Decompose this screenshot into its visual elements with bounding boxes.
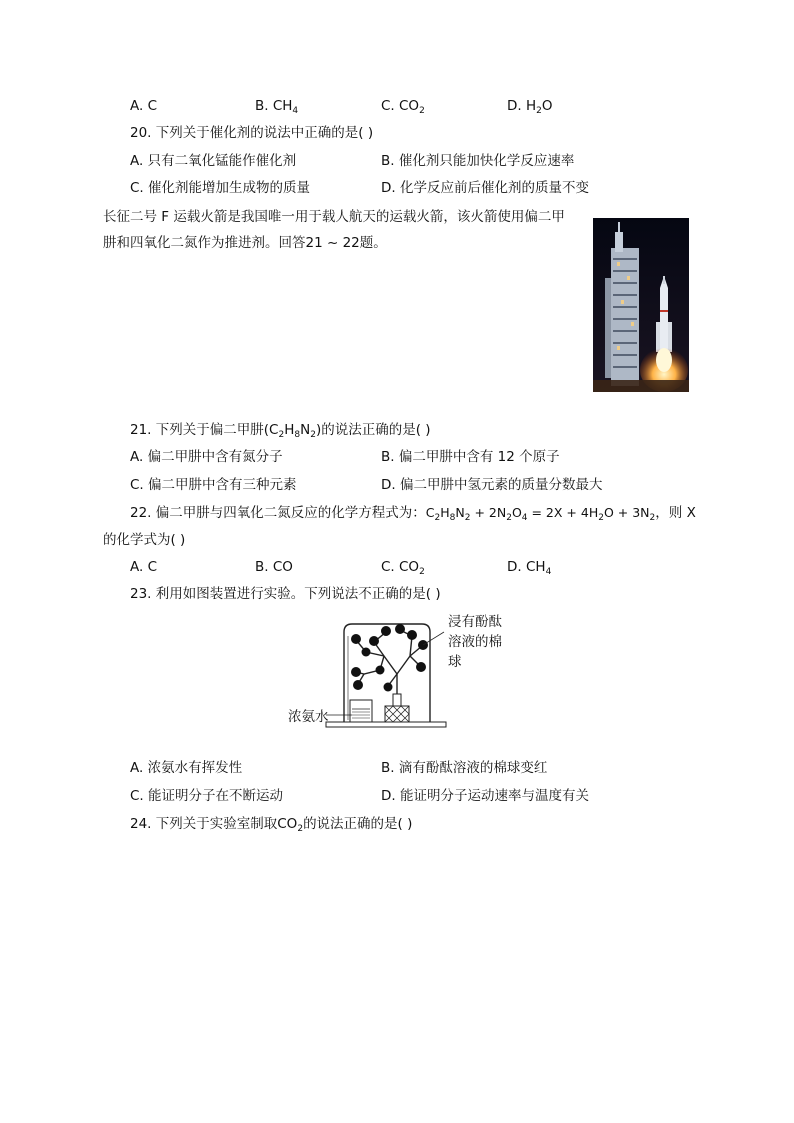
q21-stem-mid-1: H — [284, 422, 295, 438]
q24-stem — [130, 814, 412, 834]
q22-option-b-text: B. CO — [255, 559, 293, 575]
q22-option-a-text: A. C — [130, 559, 158, 575]
q21-stem-post: )的说法正确的是( ) — [315, 422, 431, 438]
q24-stem-post: 的说法正确的是( ) — [303, 816, 413, 832]
q21-stem — [130, 420, 431, 440]
q22-option-a — [130, 557, 157, 577]
intro-line-1: 长征二号 F 运载火箭是我国唯一用于载人航天的运载火箭，该火箭使用偏二甲 — [103, 209, 565, 225]
q19-option-d-sub: 2 — [536, 106, 542, 116]
q22-stem-pre: 22. 偏二甲肼与四氧化二氮反应的化学方程式为： — [130, 505, 426, 521]
q22-option-d-text: D. CH — [507, 559, 546, 575]
rocket-launch-image — [593, 218, 689, 392]
q22-stem-line-2: 的化学式为( ) — [103, 532, 186, 548]
label-cotton-ball — [448, 612, 502, 672]
q19-option-c-text: C. CO — [381, 98, 420, 114]
q19-option-a — [130, 96, 157, 116]
q24-stem-sub: 2 — [297, 824, 304, 834]
label-cotton-line-3: 球 — [448, 654, 462, 670]
q23-option-c: C. 能证明分子在不断运动 — [130, 788, 284, 804]
q20-stem: 20. 下列关于催化剂的说法中正确的是( ) — [130, 125, 374, 141]
q21-option-c: C. 偏二甲肼中含有三种元素 — [130, 477, 297, 493]
q23-option-b: B. 滴有酚酞溶液的棉球变红 — [381, 760, 548, 776]
q22-option-c — [381, 557, 425, 577]
q21-option-a: A. 偏二甲肼中含有氮分子 — [130, 449, 283, 465]
q19-option-b — [255, 96, 298, 116]
q24-stem-pre: 24. 下列关于实验室制取CO — [130, 816, 298, 832]
label-cotton-line-2: 溶液的棉 — [448, 634, 502, 650]
q19-option-b-text: B. CH — [255, 98, 293, 114]
intro-line-2: 肼和四氧化二氮作为推进剂。回答21 ~ 22题。 — [103, 235, 387, 251]
q21-stem-sub-1: 2 — [278, 430, 285, 440]
q19-option-d-tail: O — [541, 98, 553, 114]
q21-stem-mid-2: N — [300, 422, 311, 438]
q22-option-c-text: C. CO — [381, 559, 420, 575]
rocket-photo — [593, 218, 689, 392]
q20-option-c: C. 催化剂能增加生成物的质量 — [130, 180, 311, 196]
q22-equation: $C_2H_8N_2 + 2N_2O_4 = 2X + 4H_2O + 3N_2$ — [425, 505, 656, 523]
label-cotton-line-1: 浸有酚酞 — [448, 614, 502, 630]
q19-option-c — [381, 96, 425, 116]
q22-option-b — [255, 557, 293, 577]
q19-option-d-text: D. H — [507, 98, 537, 114]
q21-option-b: B. 偏二甲肼中含有 12 个原子 — [381, 449, 560, 465]
q23-option-a: A. 浓氨水有挥发性 — [130, 760, 243, 776]
q21-stem-pre: 21. 下列关于偏二甲肼(C — [130, 422, 279, 438]
q21-stem-sub-2: 8 — [294, 430, 301, 440]
q21-stem-sub-3: 2 — [310, 430, 316, 440]
q22-option-d — [507, 557, 551, 577]
q19-option-b-sub: 4 — [292, 106, 299, 116]
q22-option-d-sub: 4 — [545, 567, 552, 577]
q20-option-b: B. 催化剂只能加快化学反应速率 — [381, 153, 575, 169]
q22-option-c-sub: 2 — [419, 567, 425, 577]
q21-option-d: D. 偏二甲肼中氢元素的质量分数最大 — [381, 477, 603, 493]
q22-stem-tail: ，则 X — [655, 505, 696, 521]
q19-option-c-sub: 2 — [419, 106, 425, 116]
q19-option-d — [507, 96, 553, 116]
q19-option-a-text: A. C — [130, 98, 158, 114]
q20-option-a: A. 只有二氧化锰能作催化剂 — [130, 153, 297, 169]
q23-stem: 23. 利用如图装置进行实验。下列说法不正确的是( ) — [130, 586, 441, 602]
q23-option-d: D. 能证明分子运动速率与温度有关 — [381, 788, 589, 804]
label-ammonia: 浓氨水 — [288, 709, 329, 725]
q22-stem — [130, 503, 696, 523]
q20-option-d: D. 化学反应前后催化剂的质量不变 — [381, 180, 589, 196]
experiment-diagram — [282, 612, 522, 740]
